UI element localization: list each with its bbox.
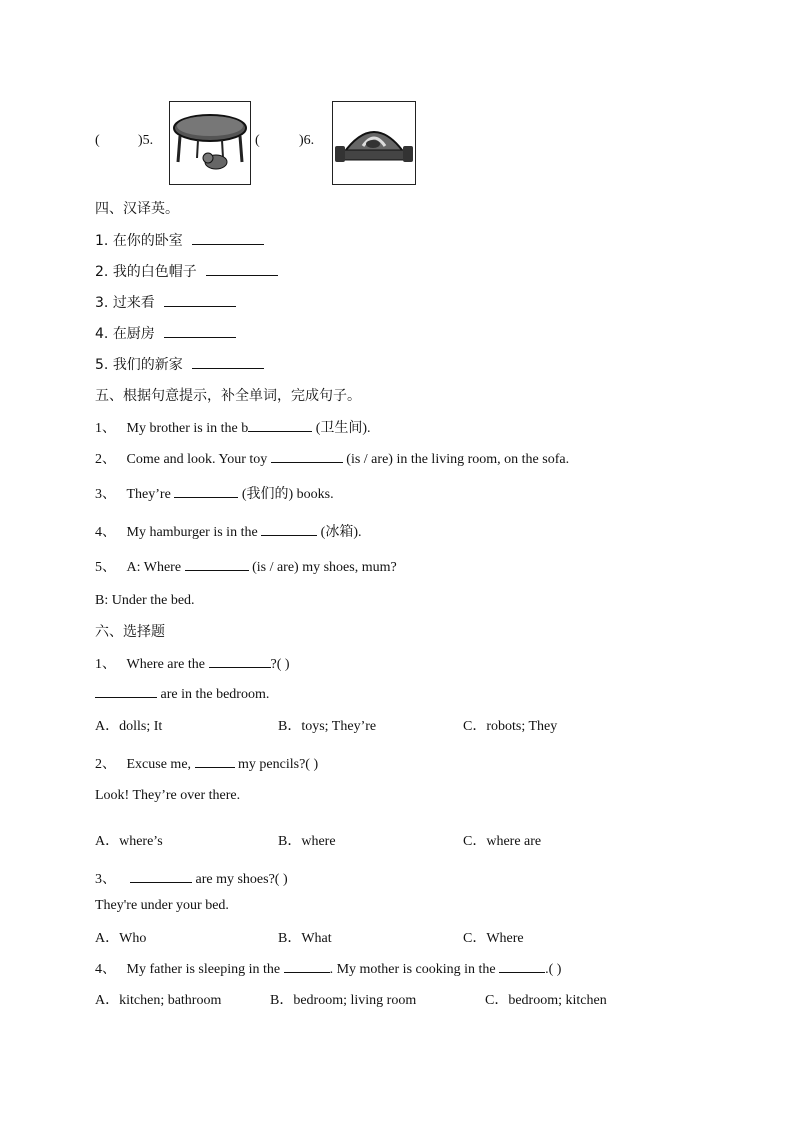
option-a[interactable]: A．Who: [95, 931, 147, 946]
answer-blank[interactable]: [248, 417, 312, 432]
answer-blank[interactable]: [185, 556, 249, 571]
answer-line: B: Under the bed.: [95, 593, 195, 608]
question-3: 3、 are my shoes?( ): [95, 868, 288, 888]
answer-blank[interactable]: [192, 354, 264, 369]
answer-blank[interactable]: [192, 230, 264, 245]
round-table-with-cat-icon: [169, 101, 251, 185]
list-item: 3. 过来看: [95, 292, 236, 312]
item-6-label: )6.: [299, 133, 315, 148]
option-c[interactable]: C．where are: [463, 834, 542, 849]
answer-blank[interactable]: [174, 483, 238, 498]
answer-blank[interactable]: [206, 261, 278, 276]
option-b[interactable]: B．What: [278, 931, 332, 946]
list-item: 5. 我们的新家: [95, 354, 264, 374]
answer-blank[interactable]: [95, 683, 157, 698]
answer-blank[interactable]: [130, 868, 192, 883]
answer-blank[interactable]: [261, 521, 317, 536]
question-4: 4、 My father is sleeping in the . My mother is cooking in the .( ): [95, 958, 561, 978]
option-c[interactable]: C．bedroom; kitchen: [485, 993, 607, 1008]
list-item: 4. 在厨房: [95, 323, 236, 343]
section6-title: 六、选择题: [95, 624, 165, 640]
option-b[interactable]: B．where: [278, 834, 336, 849]
sofa-with-cat-icon: [332, 101, 416, 185]
answer-blank[interactable]: [499, 958, 545, 973]
list-item: 1、 My brother is in the b (卫生间).: [95, 417, 371, 437]
question-1: 1、 Where are the ?( ): [95, 653, 290, 673]
option-a[interactable]: A．where’s: [95, 834, 163, 849]
question-1-line2: are in the bedroom.: [95, 683, 269, 703]
list-item: 4、 My hamburger is in the (冰箱).: [95, 521, 362, 541]
answer-blank[interactable]: [164, 292, 236, 307]
answer-blank[interactable]: [284, 958, 330, 973]
option-c[interactable]: C．robots; They: [463, 719, 558, 734]
option-b[interactable]: B．toys; They’re: [278, 719, 377, 734]
option-a[interactable]: A．kitchen; bathroom: [95, 993, 222, 1008]
paren-5: (: [95, 133, 100, 148]
question-2: 2、 Excuse me, my pencils?( ): [95, 753, 318, 773]
list-item: 5、 A: Where (is / are) my shoes, mum?: [95, 556, 397, 576]
option-c[interactable]: C．Where: [463, 931, 524, 946]
list-item: 2、 Come and look. Your toy (is / are) in the living room, on the sofa.: [95, 448, 569, 468]
section4-title: 四、汉译英。: [95, 201, 179, 217]
answer-blank[interactable]: [271, 448, 343, 463]
option-b[interactable]: B．bedroom; living room: [270, 993, 417, 1008]
answer-blank[interactable]: [209, 653, 271, 668]
list-item: 1. 在你的卧室: [95, 230, 264, 250]
answer-blank[interactable]: [195, 753, 235, 768]
list-item: 3、 They’re (我们的) books.: [95, 483, 334, 503]
list-item: 2. 我的白色帽子: [95, 261, 278, 281]
item-5-label: )5.: [138, 133, 154, 148]
option-a[interactable]: A．dolls; It: [95, 719, 163, 734]
question-3-line2: They're under your bed.: [95, 898, 229, 913]
answer-blank[interactable]: [164, 323, 236, 338]
question-2-line2: Look! They’re over there.: [95, 788, 241, 803]
paren-6: (: [255, 133, 260, 148]
section5-title: 五、根据句意提示，补全单词，完成句子。: [95, 388, 361, 404]
